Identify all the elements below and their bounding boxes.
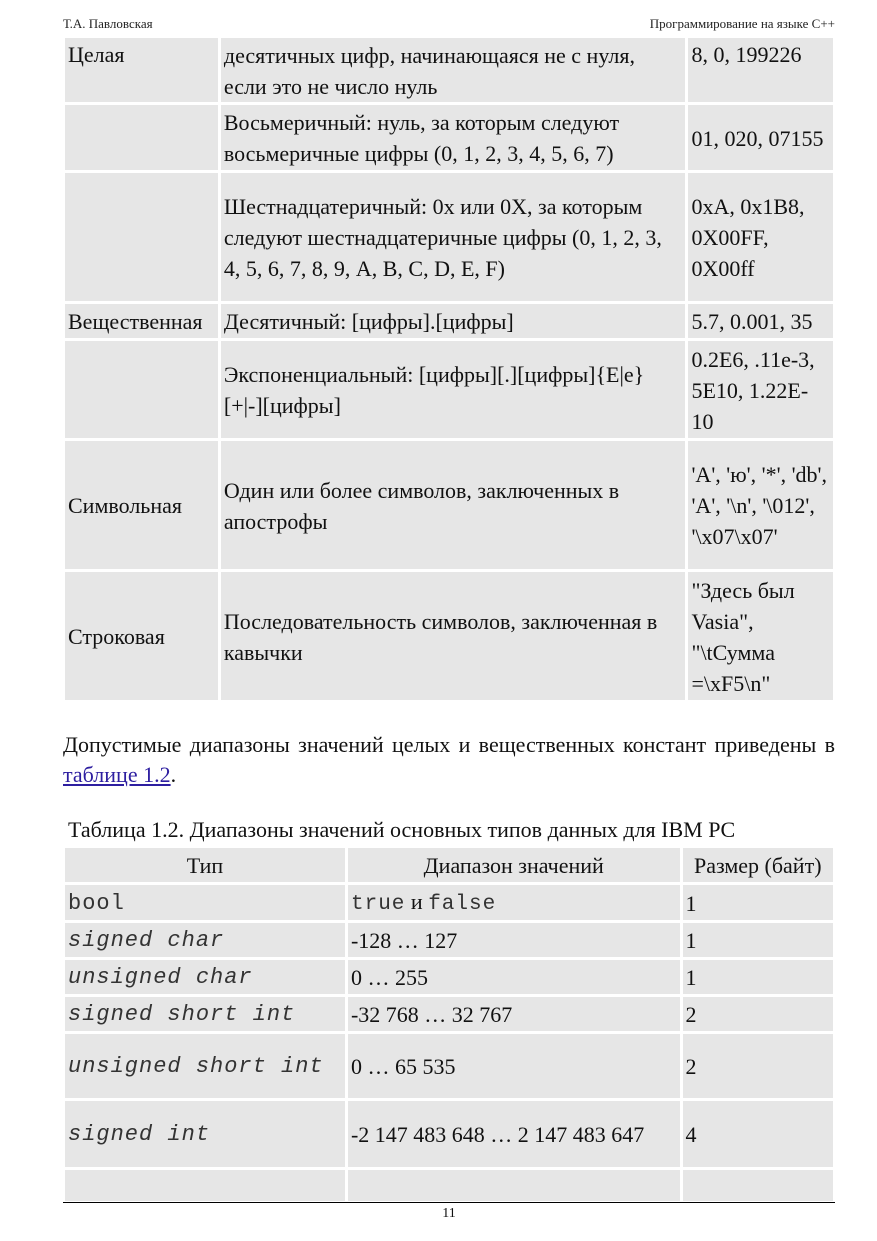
table-row [65, 1101, 833, 1167]
range-cell: 0 … 255 [348, 960, 680, 994]
constant-examples-cell: 5.7, 0.001, 35 [688, 304, 833, 338]
constants-table [62, 35, 836, 703]
size-cell [683, 1170, 834, 1201]
range-cell: 0 … 65 535 [348, 1034, 680, 1098]
constant-type-cell: Строковая [65, 572, 218, 700]
footer-rule [63, 1202, 835, 1203]
running-header [63, 16, 835, 36]
table-header-row [65, 848, 833, 882]
table-row [65, 441, 833, 569]
table-row [65, 1170, 833, 1201]
range-cell [348, 1170, 680, 1201]
table-row [65, 1034, 833, 1098]
range-cell: -2 147 483 648 … 2 147 483 647 [348, 1101, 680, 1167]
body-paragraph [63, 730, 835, 790]
constant-format-cell: Десятичный: [цифры].[цифры] [221, 304, 686, 338]
constant-examples-cell: 01, 020, 07155 [688, 105, 833, 170]
constant-format-cell: десятичных цифр, начинающаяся не с нуля, если это не число нуль [221, 38, 686, 102]
constant-format-cell: Шестнадцатеричный: 0х или 0Х, за которым следуют шестнадцатеричные цифры (0, 1, 2, 3, 4, 5, 6, 7, 8, 9, A, B, C, D, E, F) [221, 173, 686, 301]
constant-examples-cell: 0xA, 0x1B8, 0X00FF, 0X00ff [688, 173, 833, 301]
paragraph-end: . [170, 762, 177, 787]
constant-examples-cell: 'A', 'ю', '*', 'db', 'A', '\n', '\012', '\x07\x07' [688, 441, 833, 569]
table-row [65, 572, 833, 700]
ranges-table [62, 845, 836, 1204]
paragraph-text: Допустимые диапазоны значений целых и вещественных констант приведены в [63, 732, 835, 757]
range-cell: -32 768 … 32 767 [348, 997, 680, 1031]
range-cell [348, 885, 680, 920]
range-and: и [405, 889, 429, 914]
type-cell: signed short int [65, 997, 345, 1031]
table-reference-link[interactable]: таблице 1.2 [63, 762, 171, 787]
page-number: 11 [442, 1206, 456, 1221]
constant-examples-cell: 0.2E6, .11e-3, 5E10, 1.22E-10 [688, 341, 833, 438]
column-header-range: Диапазон значений [348, 848, 680, 882]
constant-type-cell [65, 341, 218, 438]
constant-format-cell: Один или более символов, заключенных в апострофы [221, 441, 686, 569]
constant-type-cell: Целая [65, 38, 218, 102]
header-author: Т.А. Павловская [63, 16, 153, 31]
constant-examples-cell: 8, 0, 199226 [688, 38, 833, 102]
size-cell: 1 [683, 923, 834, 957]
table-caption: Таблица 1.2. Диапазоны значений основных типов данных для IBM PC [68, 817, 736, 842]
column-header-size: Размер (байт) [683, 848, 834, 882]
constant-examples-cell: "Здесь был Vasia", "\tСумма =\xF5\n" [688, 572, 833, 700]
type-cell: unsigned short int [65, 1034, 345, 1098]
table-row [65, 38, 833, 102]
table-row [65, 304, 833, 338]
table-row [65, 960, 833, 994]
constant-type-cell: Вещественная [65, 304, 218, 338]
table-row [65, 341, 833, 438]
range-false: false [428, 893, 497, 916]
size-cell: 2 [683, 1034, 834, 1098]
size-cell: 2 [683, 997, 834, 1031]
constant-type-cell: Символьная [65, 441, 218, 569]
table-row [65, 923, 833, 957]
constant-type-cell [65, 105, 218, 170]
size-cell: 4 [683, 1101, 834, 1167]
header-book-title: Программирование на языке С++ [649, 16, 835, 31]
constant-format-cell: Последовательность символов, заключенная в кавычки [221, 572, 686, 700]
type-cell: unsigned char [65, 960, 345, 994]
type-cell [65, 1170, 345, 1201]
constant-type-cell [65, 173, 218, 301]
table-row [65, 105, 833, 170]
type-cell: signed int [65, 1101, 345, 1167]
constant-format-cell: Восьмеричный: нуль, за которым следуют восьмеричные цифры (0, 1, 2, 3, 4, 5, 6, 7) [221, 105, 686, 170]
table-row [65, 173, 833, 301]
range-cell: -128 … 127 [348, 923, 680, 957]
type-cell: signed char [65, 923, 345, 957]
constant-format-cell: Экспоненциальный: [цифры][.][цифры]{E|e}[+|-][цифры] [221, 341, 686, 438]
range-true: true [350, 893, 406, 916]
column-header-type: Тип [65, 848, 345, 882]
type-cell: bool [65, 885, 345, 920]
table-row [65, 885, 833, 920]
size-cell: 1 [683, 960, 834, 994]
table-row [65, 997, 833, 1031]
size-cell: 1 [683, 885, 834, 920]
